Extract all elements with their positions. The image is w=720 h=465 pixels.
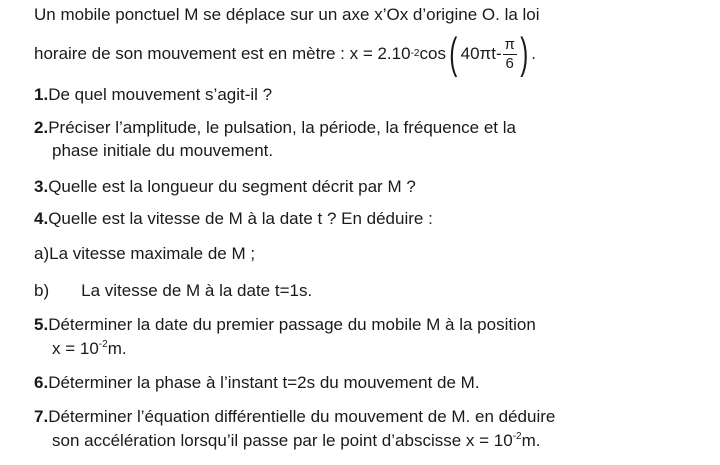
question-6 xyxy=(34,372,480,394)
question-number: 3. xyxy=(34,177,49,196)
argument-text: 40πt- xyxy=(460,44,502,63)
question-text: Quelle est la vitesse de M à la date t ? En déduire : xyxy=(48,209,433,228)
fraction-denominator: 6 xyxy=(505,54,514,72)
question-text: Quelle est la longueur du segment décrit par M ? xyxy=(48,177,416,196)
question-number: 5. xyxy=(34,315,49,334)
question-7 xyxy=(34,406,555,428)
intro-line-1 xyxy=(34,4,540,26)
right-paren: ) xyxy=(519,29,528,78)
cos-argument xyxy=(446,29,531,78)
exponent: -2 xyxy=(98,339,108,350)
intro-text-1: Un mobile ponctuel M se déplace sur un axe x’Ox d’origine O. la loi xyxy=(34,5,540,24)
sub-question-label: b) xyxy=(34,281,50,300)
left-paren: ( xyxy=(449,29,458,78)
intro-end: . xyxy=(531,44,537,63)
unit-text: m. xyxy=(107,339,127,358)
sub-question-b xyxy=(34,280,312,302)
question-number: 1. xyxy=(34,85,49,104)
question-text: Déterminer la phase à l’instant t=2s du mouvement de M. xyxy=(48,373,480,392)
sub-question-text: a)La vitesse maximale de M ; xyxy=(34,244,256,263)
intro-text-2: horaire de son mouvement est en mètre : x = 2.10 xyxy=(34,44,411,63)
question-4 xyxy=(34,208,433,230)
question-text: x = 10 xyxy=(52,339,99,358)
fraction xyxy=(503,37,517,72)
unit-text: m. xyxy=(521,431,541,450)
intro-line-2: horaire de son mouvement est en mètre : x = 2.10 -2 cos ( 40πt- $\frac{\pi}{6}$ ) . xyxy=(34,29,537,78)
question-number: 6. xyxy=(34,373,49,392)
cos-label: cos xyxy=(419,44,446,63)
question-text: Déterminer l’équation différentielle du mouvement de M. en déduire xyxy=(48,407,556,426)
question-number: 4. xyxy=(34,209,49,228)
question-text: Déterminer la date du premier passage du mobile M à la position xyxy=(48,315,536,334)
question-2 xyxy=(34,117,516,139)
question-2-continued xyxy=(52,140,273,162)
question-5-continued xyxy=(52,338,127,360)
sub-question-a xyxy=(34,243,255,265)
question-text: Préciser l’amplitude, le pulsation, la période, la fréquence et la xyxy=(48,118,516,137)
question-number: 2. xyxy=(34,118,49,137)
question-text: phase initiale du mouvement. xyxy=(52,141,274,160)
question-7-continued xyxy=(52,430,540,452)
question-5 xyxy=(34,314,536,336)
question-3 xyxy=(34,176,416,198)
exponent: -2 xyxy=(512,431,522,442)
question-number: 7. xyxy=(34,407,49,426)
question-text: De quel mouvement s’agit-il ? xyxy=(48,85,273,104)
question-1 xyxy=(34,84,272,106)
fraction-numerator: π xyxy=(504,35,515,53)
question-text: son accélération lorsqu’il passe par le point d’abscisse x = 10 xyxy=(52,431,513,450)
sub-question-text: La vitesse de M à la date t=1s. xyxy=(81,281,313,300)
